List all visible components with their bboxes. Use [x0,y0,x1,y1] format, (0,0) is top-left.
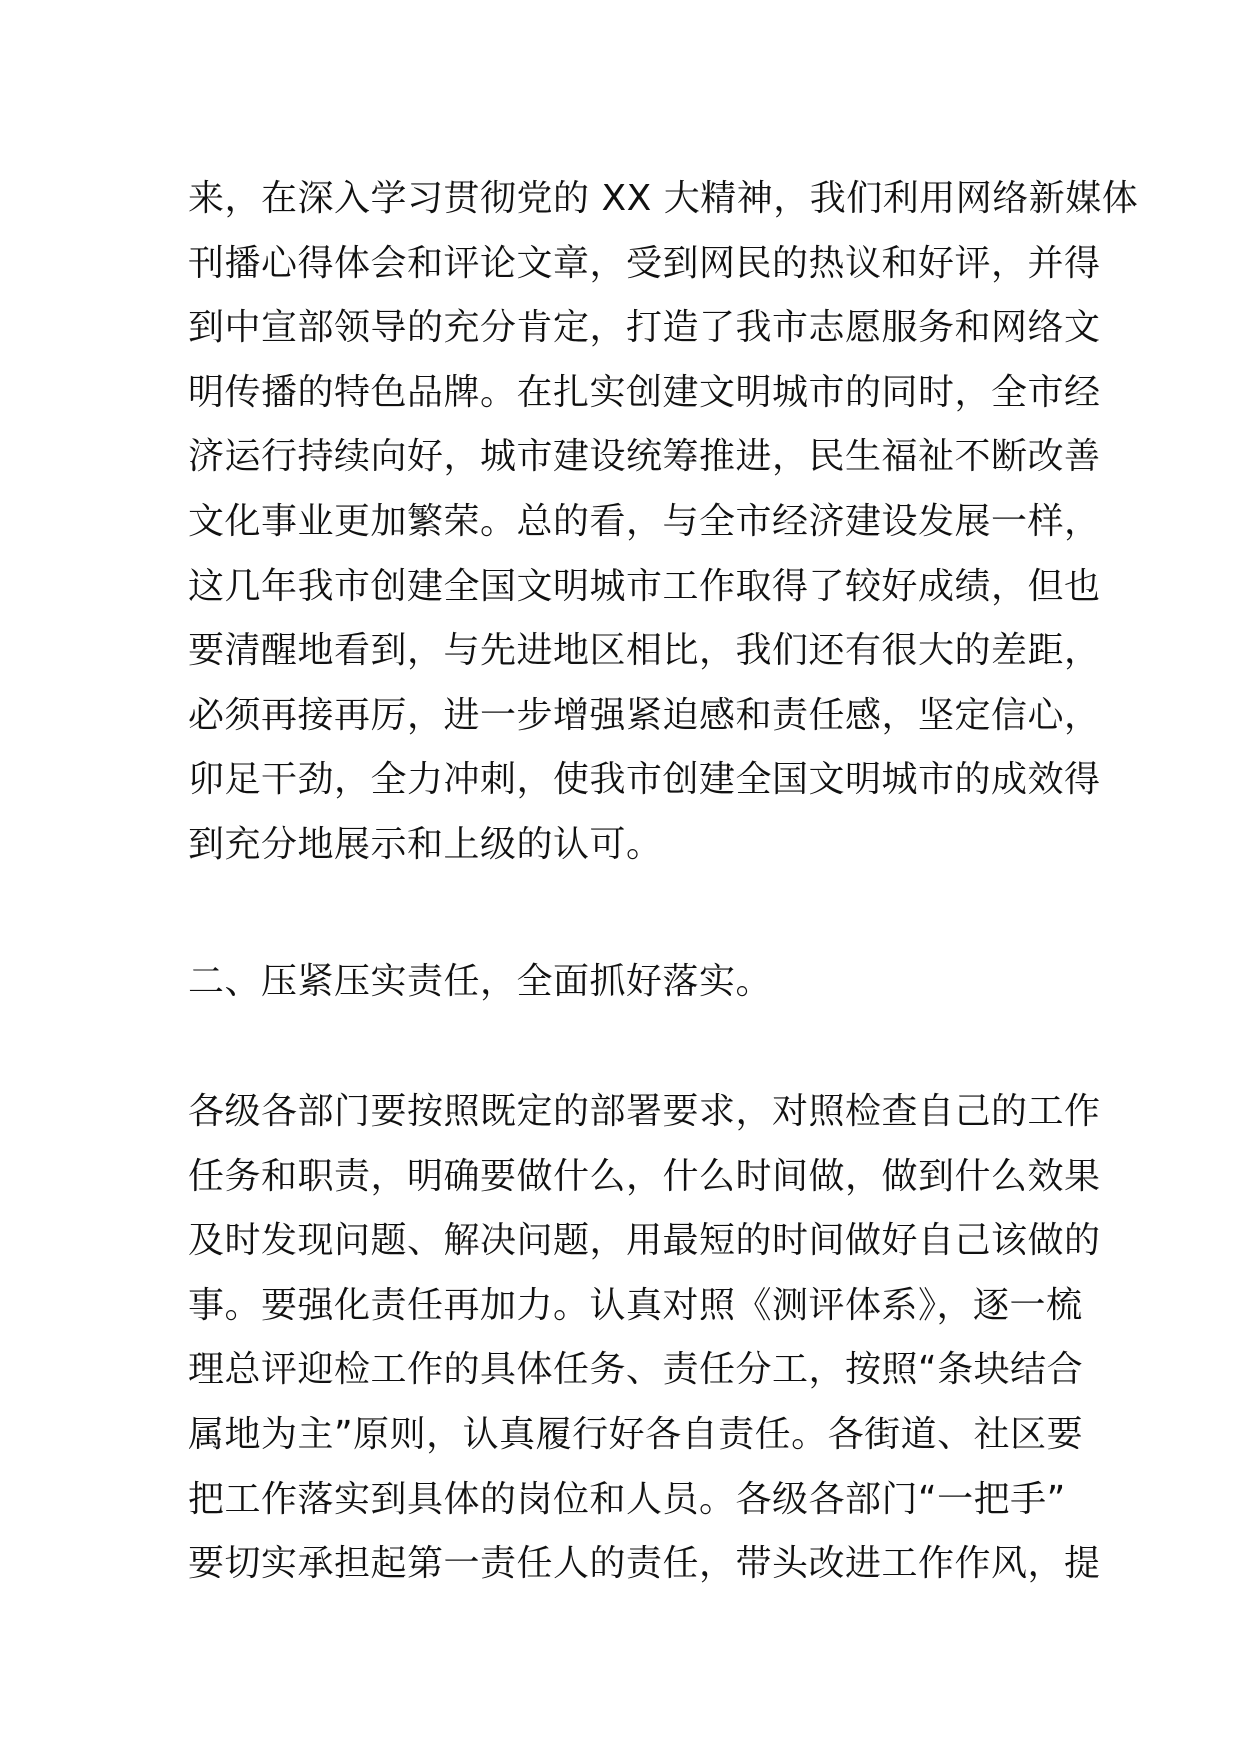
text-line: 卯足干劲，全力冲刺，使我市创建全国文明城市的成效得 [188,759,1101,801]
text-line: 把工作落实到具体的岗位和人员。各级各部门“一把手” [188,1478,1066,1520]
text-line: 济运行持续向好，城市建设统筹推进，民生福祉不断改善 [188,436,1101,478]
section-heading [188,950,1068,1015]
heading-line: 二、压紧压实责任，全面抓好落实。 [188,961,773,1002]
text-line: 各级各部门要按照既定的部署要求，对照检查自己的工作 [188,1091,1101,1132]
text-line: 刊播心得体会和评论文章，受到网民的热议和好评，并得 [188,242,1101,284]
text-line: 明传播的特色品牌。在扎实创建文明城市的同时，全市经 [188,371,1101,413]
text-line: 属地为主”原则，认真履行好各自责任。各街道、社区要 [188,1413,1084,1455]
text-line: 理总评迎检工作的具体任务、责任分工，按照“条块结合 [188,1349,1084,1391]
text-line: 及时发现问题、解决问题，用最短的时间做好自己该做的 [188,1220,1101,1262]
text-line: 必须再接再厉，进一步增强紧迫感和责任感，坚定信心， [188,694,1101,736]
text-line: 文化事业更加繁荣。总的看，与全市经济建设发展一样， [188,500,1101,542]
text-line: 任务和职责，明确要做什么，什么时间做，做到什么效果 [188,1155,1101,1197]
text-line: 到中宣部领导的充分肯定，打造了我市志愿服务和网络文 [188,307,1101,349]
text-line: 要切实承担起第一责任人的责任，带头改进工作作风，提 [188,1543,1101,1585]
text-line: 来，在深入学习贯彻党的 XX 大精神，我们利用网络新媒体 [188,178,1139,219]
paragraph-responsibility [188,1080,1101,1597]
text-line: 到充分地展示和上级的认可。 [188,823,663,865]
text-line: 事。要强化责任再加力。认真对照《测评体系》，逐一梳 [188,1284,1083,1326]
paragraph-civilization-progress [188,167,1139,878]
text-line: 这几年我市创建全国文明城市工作取得了较好成绩，但也 [188,565,1101,607]
text-line: 要清醒地看到，与先进地区相比，我们还有很大的差距， [188,630,1101,672]
